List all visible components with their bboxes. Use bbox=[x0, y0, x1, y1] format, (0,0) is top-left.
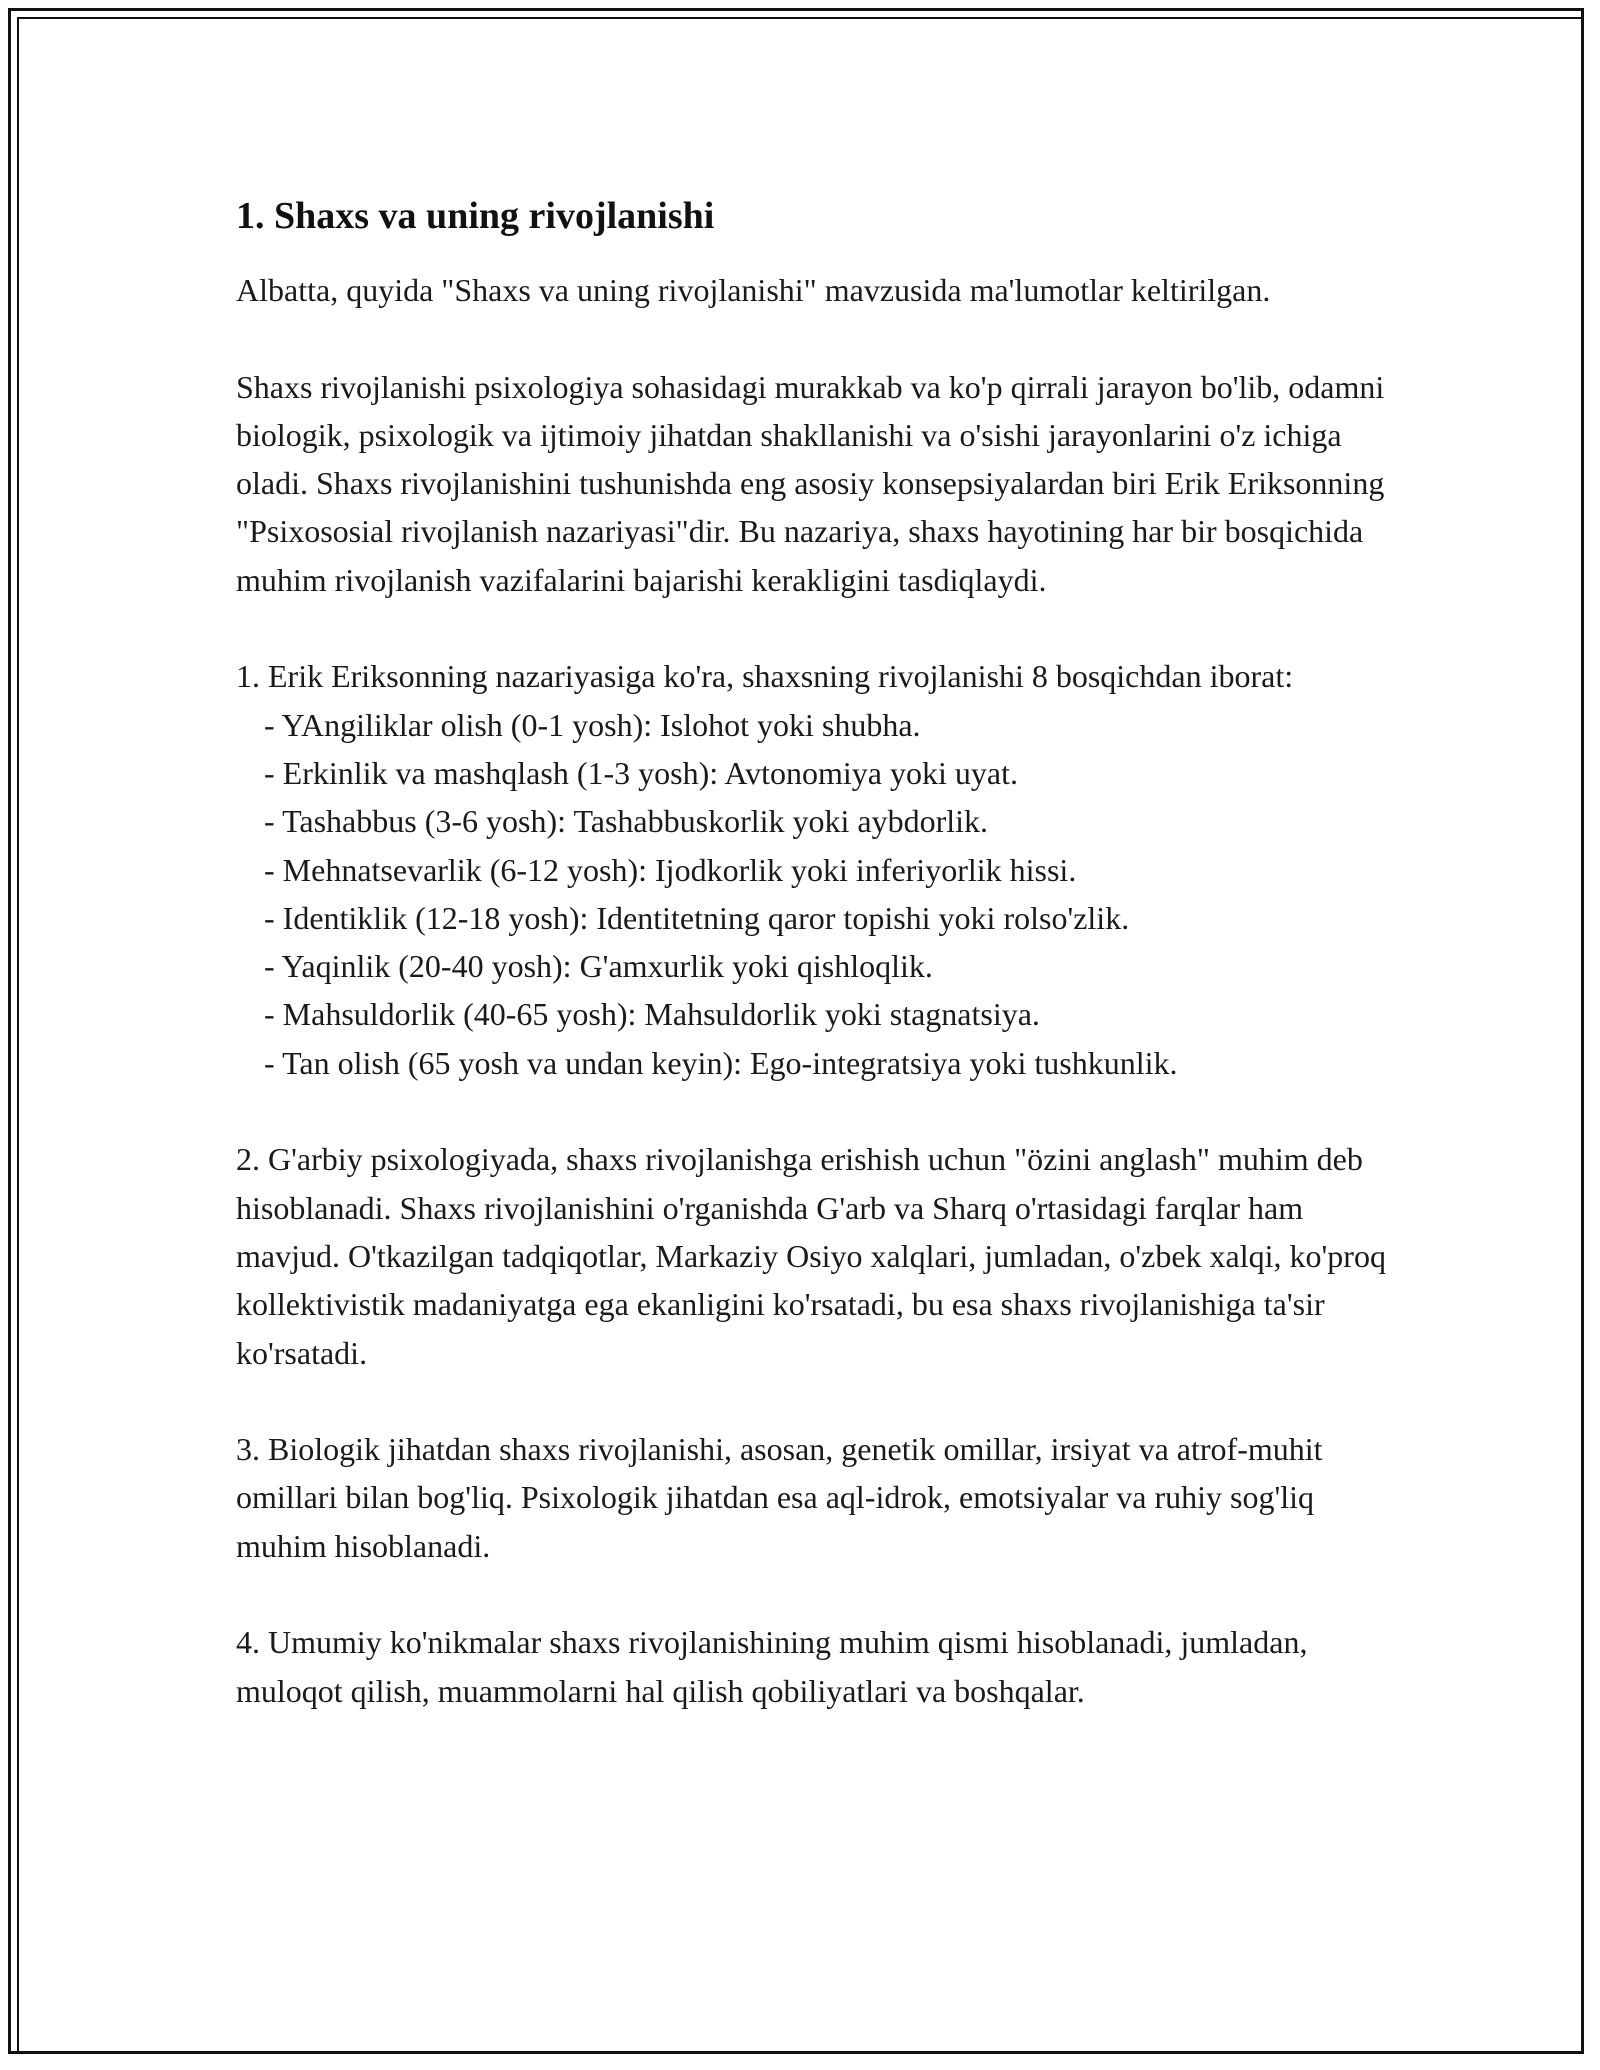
section-2-paragraph: 2. G'arbiy psixologiyada, shaxs rivojlanishga erishish uchun "özini anglash" muhim deb hisoblanadi. Shaxs rivojlanishini o'rganishda G'arb va Sharq o'rtasidagi farqlar ham mavjud. O'tkazilgan tadqiqotlar, Markaziy Osiyo xalqlari, jumladan, o'zbek xalqi, ko'proq kollektivistik madaniyatga ega ekanligini ko'rsatadi, bu esa shaxs rivojlanishiga ta'sir ko'rsatadi. bbox=[236, 1141, 1386, 1371]
paragraph-gap bbox=[236, 1570, 1386, 1618]
document-body bbox=[236, 188, 1386, 1715]
section-4-paragraph: 4. Umumiy ko'nikmalar shaxs rivojlanishining muhim qismi hisoblanadi, jumladan, muloqot qilish, muammolarni hal qilish qobiliyatlari va boshqalar. bbox=[236, 1624, 1308, 1709]
list-item: - Tashabbus (3-6 yosh): Tashabbuskorlik yoki aybdorlik. bbox=[264, 803, 989, 840]
list-item: - Mehnatsevarlik (6-12 yosh): Ijodkorlik yoki inferiyorlik hissi. bbox=[264, 851, 1077, 888]
overview-paragraph: Shaxs rivojlanishi psixologiya sohasidagi murakkab va ko'p qirrali jarayon bo'lib, odamni biologik, psixologik va ijtimoiy jihatdan shakllanishi va o'sishi jarayonlarini o'z ichiga oladi. Shaxs rivojlanishini tushunishda eng asosiy konsepsiyalardan biri Erik Eriksonning "Psixososial rivojlanish nazariyasi"dir. Bu nazariya, shaxs hayotining har bir bosqichida muhim rivojlanish vazifalarini bajarishi kerakligini tasdiqlaydi. bbox=[236, 368, 1385, 598]
document-title: 1. Shaxs va uning rivojlanishi bbox=[236, 195, 715, 237]
list-item: - YAngiliklar olish (0-1 yosh): Islohot yoki shubha. bbox=[264, 706, 921, 743]
list-item: - Tan olish (65 yosh va undan keyin): Ego-integratsiya yoki tushkunlik. bbox=[264, 1044, 1178, 1081]
list-item: - Yaqinlik (20-40 yosh): G'amxurlik yoki qishloqlik. bbox=[264, 948, 933, 985]
intro-paragraph: Albatta, quyida "Shaxs va uning rivojlanishi" mavzusida ma'lumotlar keltirilgan. bbox=[236, 272, 1271, 308]
paragraph-gap bbox=[236, 1377, 1386, 1425]
stages-list bbox=[236, 701, 1386, 1087]
list-item: - Erkinlik va mashqlash (1-3 yosh): Avtonomiya yoki uyat. bbox=[264, 754, 1018, 791]
paragraph-gap bbox=[236, 1087, 1386, 1135]
paragraph-gap bbox=[236, 314, 1386, 362]
list-item: - Mahsuldorlik (40-65 yosh): Mahsuldorlik yoki stagnatsiya. bbox=[264, 996, 1040, 1033]
section-1-intro: 1. Erik Eriksonning nazariyasiga ko'ra, shaxsning rivojlanishi 8 bosqichdan iborat: bbox=[236, 658, 1294, 695]
paragraph-gap bbox=[236, 604, 1386, 652]
section-3-paragraph: 3. Biologik jihatdan shaxs rivojlanishi, asosan, genetik omillar, irsiyat va atrof-muhit omillari bilan bog'liq. Psixologik jihatdan esa aql-idrok, emotsiyalar va ruhiy sog'liq muhim hisoblanadi. bbox=[236, 1431, 1323, 1564]
list-item: - Identiklik (12-18 yosh): Identitetning qaror topishi yoki rolso'zlik. bbox=[264, 899, 1130, 936]
